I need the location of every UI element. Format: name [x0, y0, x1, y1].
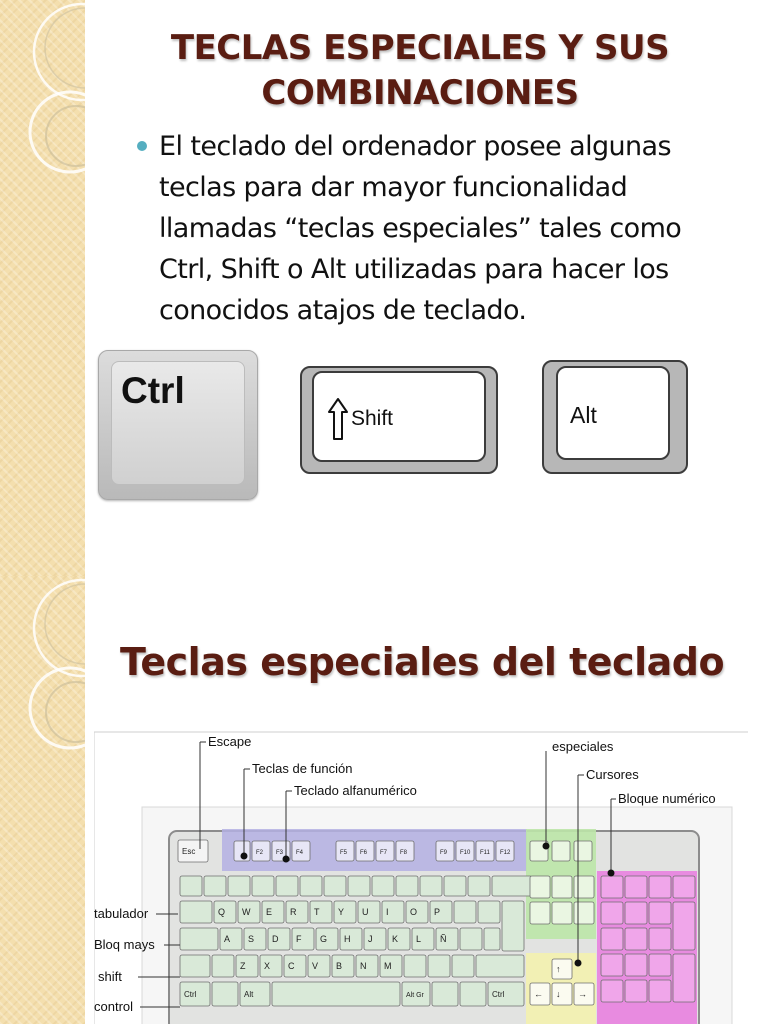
shift-key-label: Shift: [351, 407, 394, 430]
label-caps: Bloq mays: [94, 937, 155, 952]
decorative-sidebar: [0, 0, 85, 576]
arrow-down-key-label: ↓: [556, 989, 561, 999]
alt-gr-key-label: Alt Gr: [406, 992, 424, 999]
alt-key-image: [542, 360, 688, 474]
keyboard-svg: [94, 731, 748, 1024]
bullet-line: llamadas “teclas especiales” tales como: [159, 213, 682, 244]
letter-a-key-label: A: [224, 934, 231, 944]
caps-key: [180, 928, 218, 950]
bullet-line: teclas para dar mayor funcionalidad: [159, 172, 628, 203]
number-12-key: [468, 876, 490, 896]
numpad-0-0-key: [601, 876, 623, 898]
special-2-key: [574, 841, 592, 861]
letter-v-key-label: V: [312, 961, 319, 971]
letter-j-key-label: J: [368, 934, 373, 944]
numpad-2-0-key: [601, 928, 623, 950]
cedilla-key: [484, 928, 500, 950]
less-than-key: [212, 955, 234, 977]
letter-w-key-label: W: [242, 907, 251, 917]
label-numpad: Bloque numérico: [618, 791, 716, 806]
win-right-key: [432, 982, 458, 1006]
letter-s-key-label: S: [248, 934, 255, 944]
function-f11-key-label: F11: [480, 850, 490, 856]
number-10-key: [420, 876, 442, 896]
numpad-0-2-key: [649, 876, 671, 898]
function-f6-key-label: F6: [360, 850, 368, 856]
ctrl-key-image: [98, 350, 258, 500]
number-0-key: [180, 876, 202, 896]
bullet-dot: [137, 141, 147, 151]
esc-key-label: Esc: [182, 847, 196, 856]
shift-key-image: [300, 366, 498, 474]
arrow-up-key: [552, 959, 572, 979]
keyboard-diagram: [94, 731, 748, 1024]
ctrl-right-key-label: Ctrl: [492, 990, 505, 999]
letter-x-key-label: X: [264, 961, 271, 971]
numpad-2-1-key: [625, 928, 647, 950]
special-1-key: [552, 841, 570, 861]
function-f3-key-label: F3: [276, 850, 284, 856]
label-function-keys: Teclas de función: [252, 761, 353, 776]
ctrl-key-cap: [111, 361, 245, 485]
label-shift: shift: [98, 969, 122, 984]
letter-t-key-label: T: [314, 907, 320, 917]
label-escape: Escape: [208, 734, 252, 749]
numpad-3-3-key: [673, 954, 695, 1002]
number-1-key: [204, 876, 226, 896]
nav-1-1-key: [552, 902, 572, 924]
number-3-key: [252, 876, 274, 896]
bullet-text: [159, 126, 744, 331]
slide-title: Teclas especiales del teclado: [120, 640, 725, 684]
nav-0-1-key: [552, 876, 572, 898]
letter-r-key-label: R: [290, 907, 297, 917]
letter-f-key-label: F: [296, 934, 302, 944]
letter-m-key-label: M: [384, 961, 392, 971]
function-f9-key-label: F9: [440, 850, 448, 856]
nav-1-0-key: [530, 902, 550, 924]
letter-l-key-label: L: [416, 934, 422, 944]
numpad-3-2-key: [649, 954, 671, 976]
arrow-right-key-label: →: [578, 989, 587, 999]
letter-k-key-label: K: [392, 934, 399, 944]
ctrl-left-key-label: Ctrl: [184, 990, 197, 999]
function-f12-key-label: F12: [500, 850, 511, 856]
decorative-circles: [0, 576, 85, 1024]
number-11-key: [444, 876, 466, 896]
letter-q-key-label: Q: [218, 907, 226, 917]
number-6-key: [324, 876, 346, 896]
numpad-1-0-key: [601, 902, 623, 924]
slide-2: [0, 576, 768, 1024]
arrow-left-key-label: ←: [534, 989, 543, 999]
number-8-key: [372, 876, 394, 896]
bullet-line: El teclado del ordenador posee algunas: [159, 131, 671, 162]
function-f2-key-label: F2: [256, 850, 264, 856]
alt-left-key-label: Alt: [244, 990, 254, 999]
letter-b-key-label: B: [336, 961, 343, 971]
function-f10-key-label: F10: [460, 850, 471, 856]
letter-p-key-label: P: [434, 907, 441, 917]
letter-h-key-label: H: [344, 934, 351, 944]
slide-title: TECLAS ESPECIALES Y SUS COMBINACIONES: [170, 28, 670, 113]
numpad-3-0-key: [601, 954, 623, 976]
label-cursors: Cursores: [586, 767, 639, 782]
numpad-4-0-key: [601, 980, 623, 1002]
accent-key: [460, 928, 482, 950]
punct-0-key: [404, 955, 426, 977]
numpad-1-1-key: [625, 902, 647, 924]
numpad-4-2-key: [649, 980, 671, 1002]
letter-c-key-label: C: [288, 961, 295, 971]
space-key: [272, 982, 400, 1006]
punct-2-key: [452, 955, 474, 977]
bullet-item: [134, 126, 744, 331]
numpad-0-1-key: [625, 876, 647, 898]
label-alphanumeric: Teclado alfanumérico: [294, 783, 417, 798]
bullet-line: Ctrl, Shift o Alt utilizadas para hacer los: [159, 254, 669, 285]
bracket-close-key: [478, 901, 500, 923]
nav-1-2-key: [574, 902, 594, 924]
arrow-down-key: [552, 983, 572, 1005]
shift-arrow-icon: [327, 397, 349, 441]
letter-e-key-label: E: [266, 907, 273, 917]
function-f5-key-label: F5: [340, 850, 348, 856]
nav-0-0-key: [530, 876, 550, 898]
decorative-sidebar: [0, 576, 85, 1024]
number-7-key: [348, 876, 370, 896]
letter-enye-key-label: Ñ: [440, 934, 447, 944]
numpad-3-1-key: [625, 954, 647, 976]
numpad-1-2-key: [649, 902, 671, 924]
numpad-1-3-key: [673, 902, 695, 950]
numpad-4-1-key: [625, 980, 647, 1002]
punct-1-key: [428, 955, 450, 977]
bullet-line: conocidos atajos de teclado.: [159, 295, 527, 326]
decorative-circles: [0, 0, 85, 576]
function-f7-key-label: F7: [380, 850, 388, 856]
function-f4-key-label: F4: [296, 850, 304, 856]
win-left-key: [212, 982, 238, 1006]
shift-key-cap: [312, 371, 486, 462]
bracket-open-key: [454, 901, 476, 923]
arrow-up-key-label: ↑: [556, 964, 561, 974]
numpad-2-2-key: [649, 928, 671, 950]
ctrl-key-label: Ctrl: [121, 370, 185, 411]
numpad-0-3-key: [673, 876, 695, 898]
alt-key-cap: [556, 366, 670, 460]
letter-y-key-label: Y: [338, 907, 345, 917]
number-9-key: [396, 876, 418, 896]
number-4-key: [276, 876, 298, 896]
letter-u-key-label: U: [362, 907, 369, 917]
backspace-key: [492, 876, 532, 896]
letter-n-key-label: N: [360, 961, 367, 971]
enter-key: [502, 901, 524, 951]
letter-i-key-label: I: [386, 907, 389, 917]
shift-left-key: [180, 955, 210, 977]
number-2-key: [228, 876, 250, 896]
letter-g-key-label: G: [320, 934, 328, 944]
letter-d-key-label: D: [272, 934, 279, 944]
label-control: control: [94, 999, 134, 1014]
function-f8-key-label: F8: [400, 850, 408, 856]
menu-key: [460, 982, 486, 1006]
letter-z-key-label: Z: [240, 961, 246, 971]
nav-0-2-key: [574, 876, 594, 898]
label-special-keys: especiales: [552, 739, 614, 754]
letter-o-key-label: O: [410, 907, 418, 917]
label-tab: tabulador: [94, 906, 149, 921]
number-5-key: [300, 876, 322, 896]
shift-right-key: [476, 955, 524, 977]
alt-key-label: Alt: [570, 402, 597, 428]
tab-key: [180, 901, 212, 923]
